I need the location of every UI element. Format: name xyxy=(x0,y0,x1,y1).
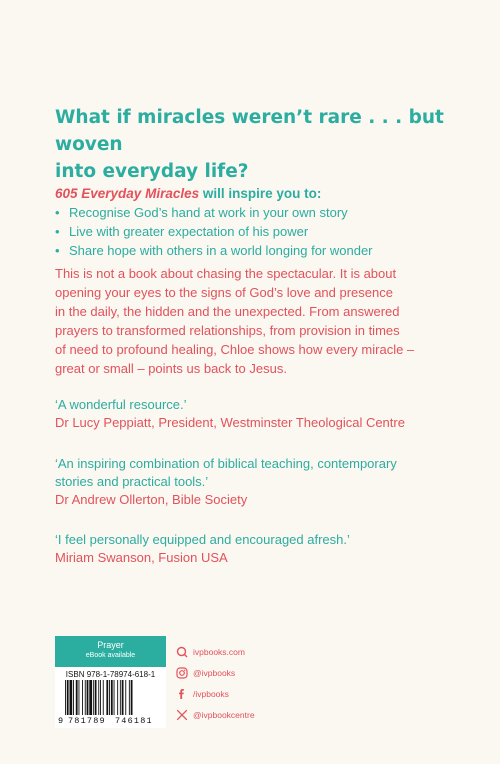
quote-text: ‘I feel personally equipped and encouraged afresh.’ xyxy=(55,532,350,547)
quote-attribution: Miriam Swanson, Fusion USA xyxy=(55,550,228,565)
intro-line xyxy=(55,184,321,203)
social-instagram[interactable] xyxy=(176,662,255,683)
list-item xyxy=(55,203,373,222)
paragraph-line: prayers to transformed relationships, from provision in times xyxy=(55,323,400,338)
barcode xyxy=(55,667,166,728)
headline-line-2: into everyday life? xyxy=(55,161,249,182)
endorsement-2 xyxy=(55,455,475,509)
headline xyxy=(55,104,475,185)
book-title: 605 Everyday Miracles xyxy=(55,186,200,201)
facebook-icon xyxy=(176,688,188,700)
category-name: Prayer xyxy=(97,640,124,650)
intro-rest: will inspire you to: xyxy=(199,186,322,201)
quote-attribution: Dr Lucy Peppiatt, President, Westminster Theological Centre xyxy=(55,415,405,430)
quote-text: ‘An inspiring combination of biblical teaching, contemporary xyxy=(55,456,397,471)
instagram-icon xyxy=(176,667,188,679)
social-links xyxy=(176,641,255,725)
paragraph-line: great or small – points us back to Jesus. xyxy=(55,361,287,376)
list-item xyxy=(55,241,373,260)
ebook-note: eBook available xyxy=(85,652,136,659)
quote-text: stories and practical tools.’ xyxy=(55,474,209,489)
list-item-text: Recognise God’s hand at work in your own story xyxy=(69,205,348,220)
search-icon xyxy=(176,646,188,658)
social-x[interactable] xyxy=(176,704,255,725)
bullet-icon: • xyxy=(55,205,60,220)
social-website[interactable] xyxy=(176,641,255,662)
paragraph-line: This is not a book about chasing the spectacular. It is about xyxy=(55,266,397,281)
barcode-digits-left: 781789 xyxy=(68,716,106,726)
barcode-bars xyxy=(55,680,166,716)
social-text: /ivpbooks xyxy=(193,688,229,699)
endorsement-1 xyxy=(55,396,475,432)
endorsement-3 xyxy=(55,531,475,567)
category-label xyxy=(55,636,166,667)
paragraph-line: in the daily, the hidden and the unexpected. From answered xyxy=(55,304,400,319)
list-item-text: Share hope with others in a world longing for wonder xyxy=(69,243,373,258)
description-paragraph xyxy=(55,264,455,378)
social-facebook[interactable] xyxy=(176,683,255,704)
quote-text: ‘A wonderful resource.’ xyxy=(55,397,187,412)
headline-line-1: What if miracles weren’t rare . . . but woven xyxy=(55,107,444,155)
x-icon xyxy=(176,709,188,721)
quote-attribution: Dr Andrew Ollerton, Bible Society xyxy=(55,492,248,507)
bullet-icon: • xyxy=(55,243,60,258)
benefit-list xyxy=(55,203,373,260)
barcode-digit-first: 9 xyxy=(58,716,64,726)
bullet-icon: • xyxy=(55,224,60,239)
social-text: @ivpbooks xyxy=(193,667,236,678)
paragraph-line: opening your eyes to the signs of God’s love and presence xyxy=(55,285,393,300)
barcode-digits-right: 746181 xyxy=(115,716,153,726)
social-text: @ivpbookcentre xyxy=(193,709,255,720)
list-item-text: Live with greater expectation of his power xyxy=(69,224,309,239)
list-item xyxy=(55,222,373,241)
social-text: ivpbooks.com xyxy=(193,646,245,657)
paragraph-line: of need to profound healing, Chloe shows how every miracle – xyxy=(55,342,415,357)
isbn-text: ISBN 978-1-78974-618-1 xyxy=(65,670,156,679)
